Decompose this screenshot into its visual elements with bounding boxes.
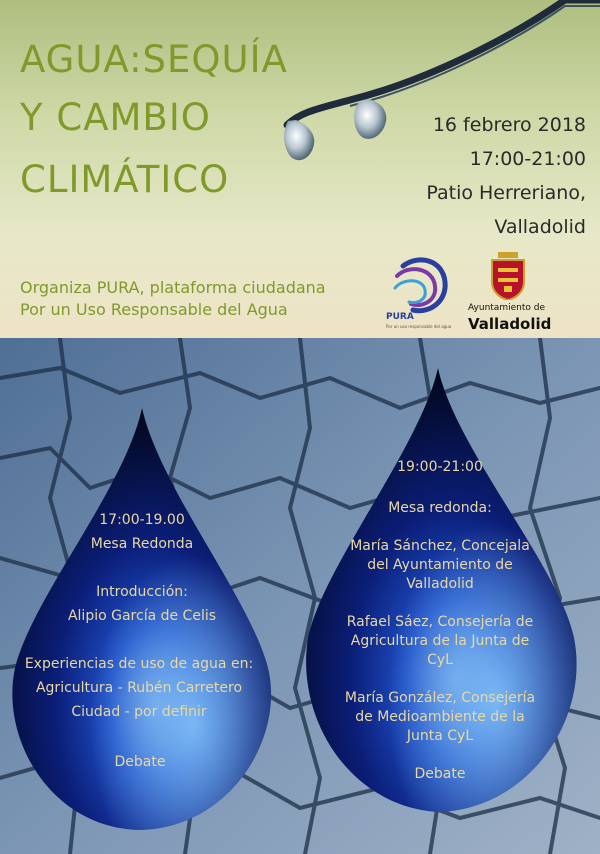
right-speaker-3-line-1: María González, Consejería xyxy=(344,690,536,706)
pura-logo-name: PURA xyxy=(386,312,414,322)
pura-logo-tagline: Por un uso responsable del agua xyxy=(386,324,452,329)
municipality-prefix: Ayuntamiento de xyxy=(468,303,545,313)
header-panel xyxy=(0,0,600,338)
right-speaker-1-line-3: Valladolid xyxy=(406,576,474,592)
title-line-1: AGUA:SEQUÍA xyxy=(20,38,288,81)
right-debate: Debate xyxy=(414,766,466,782)
right-speaker-1-line-2: del Ayuntamiento de xyxy=(367,557,513,573)
left-session-title: Mesa Redonda xyxy=(90,536,194,552)
right-speaker-2-line-2: Agricultura de la Junta de xyxy=(350,633,530,649)
event-place-line-2: Valladolid xyxy=(494,216,586,238)
event-time: 17:00-21:00 xyxy=(469,148,586,170)
right-speaker-2-line-3: CyL xyxy=(427,652,453,668)
right-speaker-3-line-2: de Medioambiente de la xyxy=(355,709,525,725)
cracked-earth-panel xyxy=(0,338,600,854)
right-speaker-3-line-3: Junta CyL xyxy=(406,728,474,744)
left-experiences-label: Experiencias de uso de agua en: xyxy=(24,656,254,672)
event-date: 16 febrero 2018 xyxy=(432,114,586,136)
organizer-line-2: Por un Uso Responsable del Agua xyxy=(20,300,288,319)
valladolid-coat-of-arms-icon xyxy=(488,252,528,300)
municipality-name: Valladolid xyxy=(468,315,552,333)
left-intro-speaker: Alipio García de Celis xyxy=(67,608,217,624)
event-place-line-1: Patio Herreriano, xyxy=(426,182,586,204)
title-line-3: CLIMÁTICO xyxy=(20,158,230,201)
right-speaker-2-line-1: Rafael Sáez, Consejería de xyxy=(346,614,534,630)
right-session-title: Mesa redonda: xyxy=(388,500,492,516)
title-line-2: Y CAMBIO xyxy=(20,96,211,139)
left-debate: Debate xyxy=(114,754,166,770)
left-experience-2: Ciudad - por definir xyxy=(71,704,207,720)
right-speaker-1-line-1: María Sánchez, Concejala xyxy=(350,538,530,554)
left-experience-1: Agricultura - Rubén Carretero xyxy=(35,680,243,696)
left-session-time: 17:00-19.00 xyxy=(99,512,185,528)
organizer-line-1: Organiza PURA, plataforma ciudadana xyxy=(20,278,326,297)
left-intro-label: Introducción: xyxy=(96,584,188,600)
right-session-time: 19:00-21:00 xyxy=(397,459,483,475)
